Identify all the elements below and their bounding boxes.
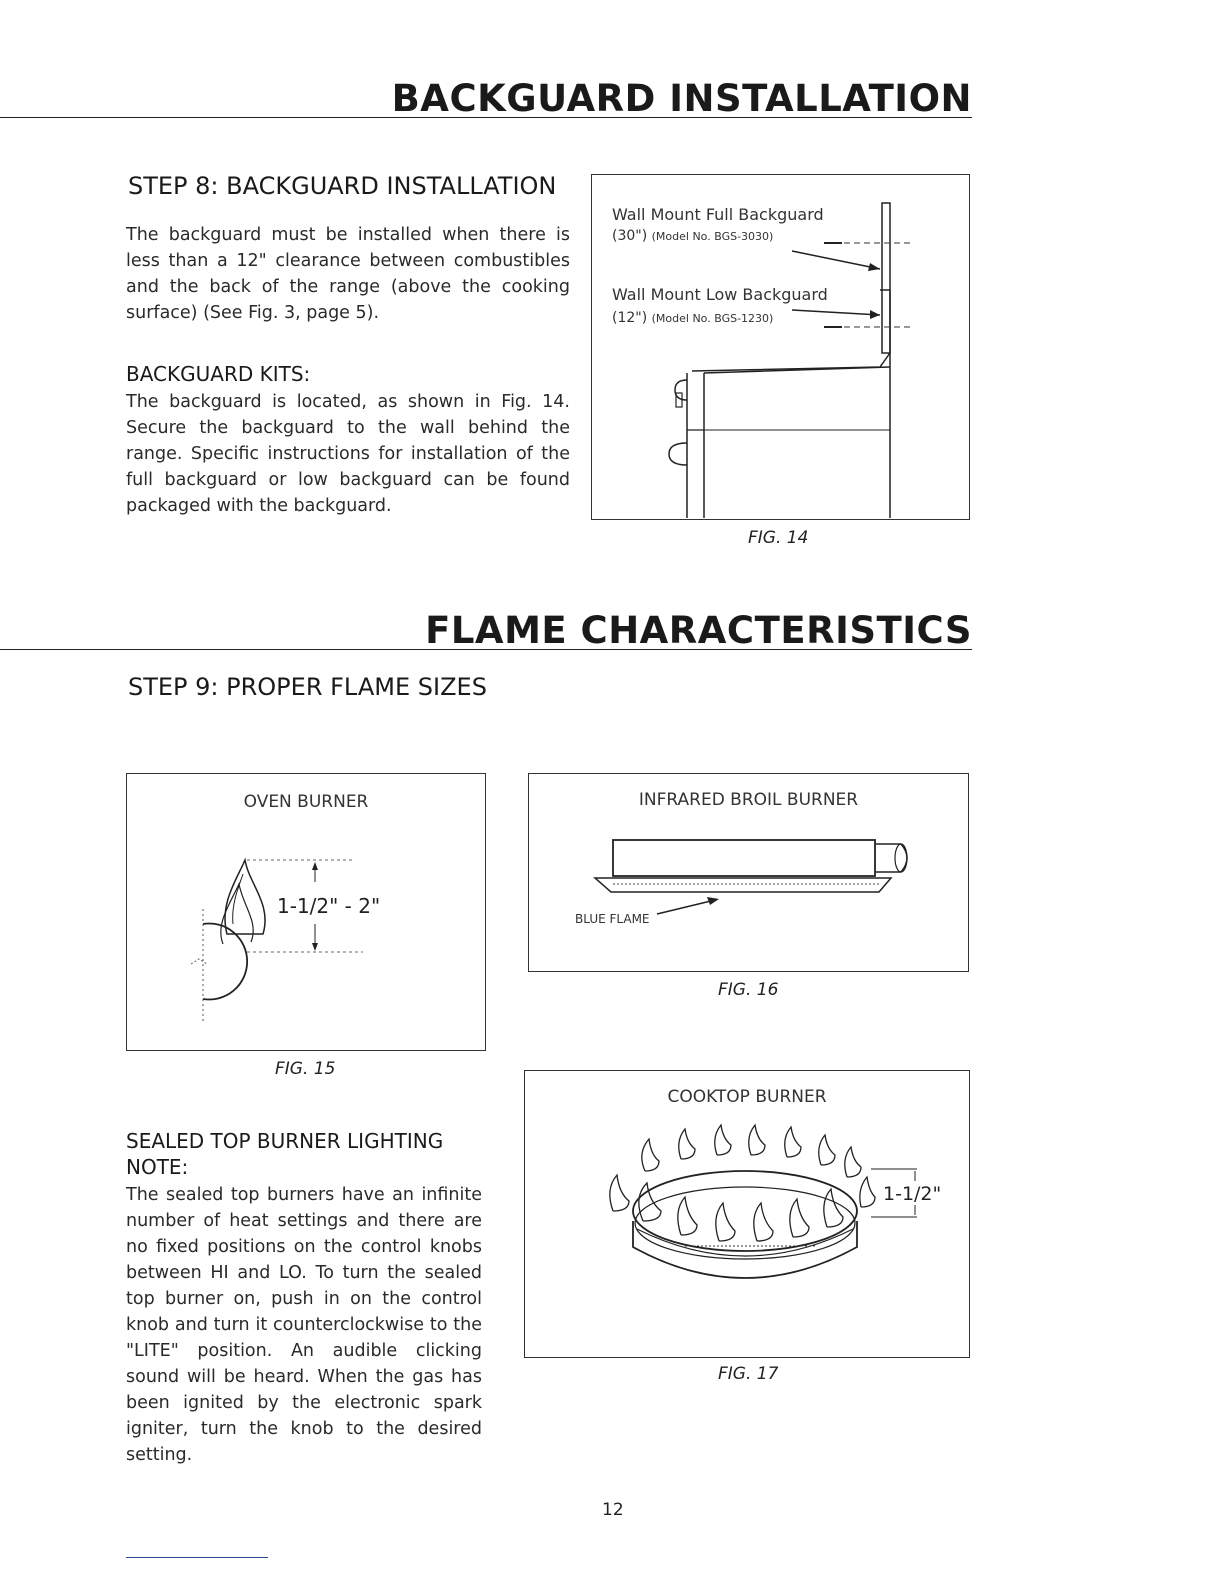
figure-15-box — [126, 773, 486, 1051]
flame-icon — [679, 1129, 695, 1159]
low-backguard-model: (Model No. BGS-1230) — [651, 312, 774, 325]
backguard-kits-heading: BACKGUARD KITS: — [126, 362, 311, 386]
flame-icon — [749, 1125, 765, 1155]
cooktop-burner-title: COOKTOP BURNER — [667, 1087, 827, 1107]
flame-icon — [790, 1199, 809, 1237]
figure-17-box — [524, 1070, 970, 1358]
note-heading-line-2: NOTE: — [126, 1155, 189, 1179]
cooktop-burner-drawing — [525, 1071, 968, 1356]
step-9-heading: STEP 9: PROPER FLAME SIZES — [128, 673, 487, 701]
flame-icon — [678, 1197, 697, 1235]
figure-15-caption: FIG. 15 — [275, 1059, 336, 1079]
low-backguard-label: Wall Mount Low Backguard — [612, 285, 828, 304]
footnote-rule — [126, 1557, 268, 1558]
figure-16-box — [528, 773, 969, 972]
flame-icon — [860, 1177, 875, 1207]
blue-flame-label: BLUE FLAME — [575, 912, 650, 926]
flame-icon — [610, 1175, 629, 1211]
figure-16-caption: FIG. 16 — [718, 980, 779, 1000]
note-heading-line-1: SEALED TOP BURNER LIGHTING — [126, 1129, 444, 1153]
flame-icon — [819, 1135, 835, 1165]
flame-icon — [754, 1203, 773, 1241]
section-title-backguard: BACKGUARD INSTALLATION — [391, 77, 972, 120]
section-rule — [0, 649, 972, 650]
flame-icon — [225, 860, 265, 934]
flame-icon — [824, 1189, 843, 1227]
flame-icon — [642, 1139, 659, 1171]
cooktop-flame-dimension: 1-1/2" — [883, 1183, 942, 1205]
figure-14-box — [591, 174, 970, 520]
oven-flame-dimension: 1-1/2" - 2" — [277, 894, 381, 918]
section-rule — [0, 117, 972, 118]
full-backguard-size: (30") — [612, 228, 648, 244]
backguard-intro-text: The backguard must be installed when there is less than a 12" clearance between combustibles and the back of the range (above the cooking surface) (See Fig. 3, page 5). — [126, 225, 570, 323]
flame-icon — [715, 1125, 731, 1155]
flame-icon — [845, 1147, 861, 1177]
full-backguard-label: Wall Mount Full Backguard — [612, 205, 824, 224]
low-backguard-size: (12") — [612, 310, 648, 326]
backguard-kits-text: The backguard is located, as shown in Fig. 14. Secure the backguard to the wall behind the range. Specific instructions for installation of the full backguard or low backguard can be found packaged with the backguard. — [126, 392, 570, 516]
oven-burner-title: OVEN BURNER — [243, 792, 369, 812]
range-backguard-drawing — [592, 175, 968, 518]
flame-icon — [716, 1203, 735, 1241]
broil-burner-drawing — [529, 774, 967, 970]
sealed-burner-note-heading — [126, 1128, 486, 1180]
sealed-burner-note-text: The sealed top burners have an infinite number of heat settings and there are no fixed positions on the control knobs between HI and LO. To turn the sealed top burner on, push in on the control knob and turn it counterclockwise to the "LITE" position. An audible clicking sound will be heard. When the gas has been ignited by the electronic spark igniter, turn the knob to the desired setting. — [126, 1185, 482, 1465]
broil-burner-title: INFRARED BROIL BURNER — [638, 790, 859, 810]
oven-burner-drawing — [127, 774, 484, 1049]
page-number: 12 — [602, 1500, 624, 1520]
section-title-flame: FLAME CHARACTERISTICS — [425, 609, 972, 652]
full-backguard-model: (Model No. BGS-3030) — [651, 230, 774, 243]
figure-14-caption: FIG. 14 — [748, 528, 809, 548]
step-8-heading: STEP 8: BACKGUARD INSTALLATION — [128, 172, 557, 200]
figure-17-caption: FIG. 17 — [718, 1364, 779, 1384]
flame-icon — [785, 1127, 801, 1157]
